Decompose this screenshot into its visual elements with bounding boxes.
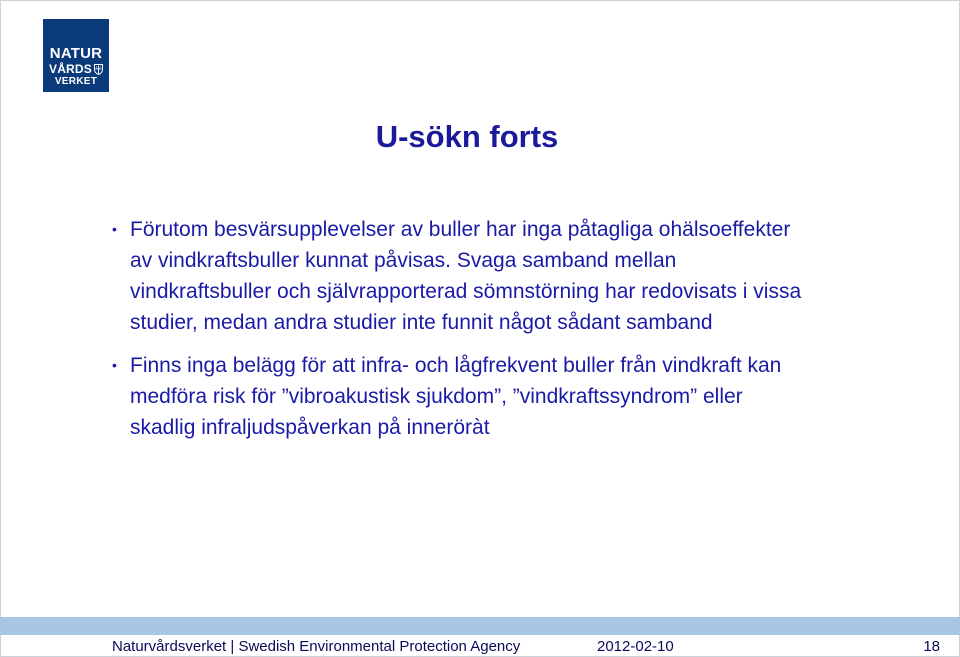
footer-date: 2012-02-10: [597, 638, 674, 655]
bullet-item: [112, 350, 812, 443]
logo-line-1: NATUR: [49, 45, 103, 62]
footer-bar: [0, 617, 960, 635]
footer: [0, 637, 960, 657]
bullet-text: Finns inga belägg för att infra- och lågfrekvent buller från vindkraft kan medföra risk för ”vibroakustisk sjukdom”, ”vindkraftssyndrom” eller skadlig infraljudspåverkan på inneröràt: [130, 354, 782, 439]
bullet-icon: •: [112, 221, 117, 237]
logo-line-3: VERKET: [54, 76, 98, 87]
coat-of-arms-icon: [94, 64, 103, 75]
bullet-item: [112, 214, 812, 338]
bullet-list: [112, 214, 812, 455]
page-number: 18: [923, 638, 940, 655]
footer-organization: Naturvårdsverket | Swedish Environmental Protection Agency: [112, 638, 521, 655]
bullet-text: Förutom besvärsupplevelser av buller har inga påtagliga ohälsoeffekter av vindkraftsbuller kunnat påvisas. Svaga samband mellan vindkraftsbuller och självrapporterad sömnstörning har redovisats i vissa studier, medan andra studier inte funnit något sådant samband: [130, 218, 802, 334]
logo-line-2-row: [43, 63, 109, 75]
slide-title: U-sökn forts: [375, 119, 559, 154]
bullet-icon: •: [112, 357, 117, 373]
logo-line-2: VÅRDS: [48, 62, 92, 76]
naturvardsverket-logo: [43, 19, 109, 92]
